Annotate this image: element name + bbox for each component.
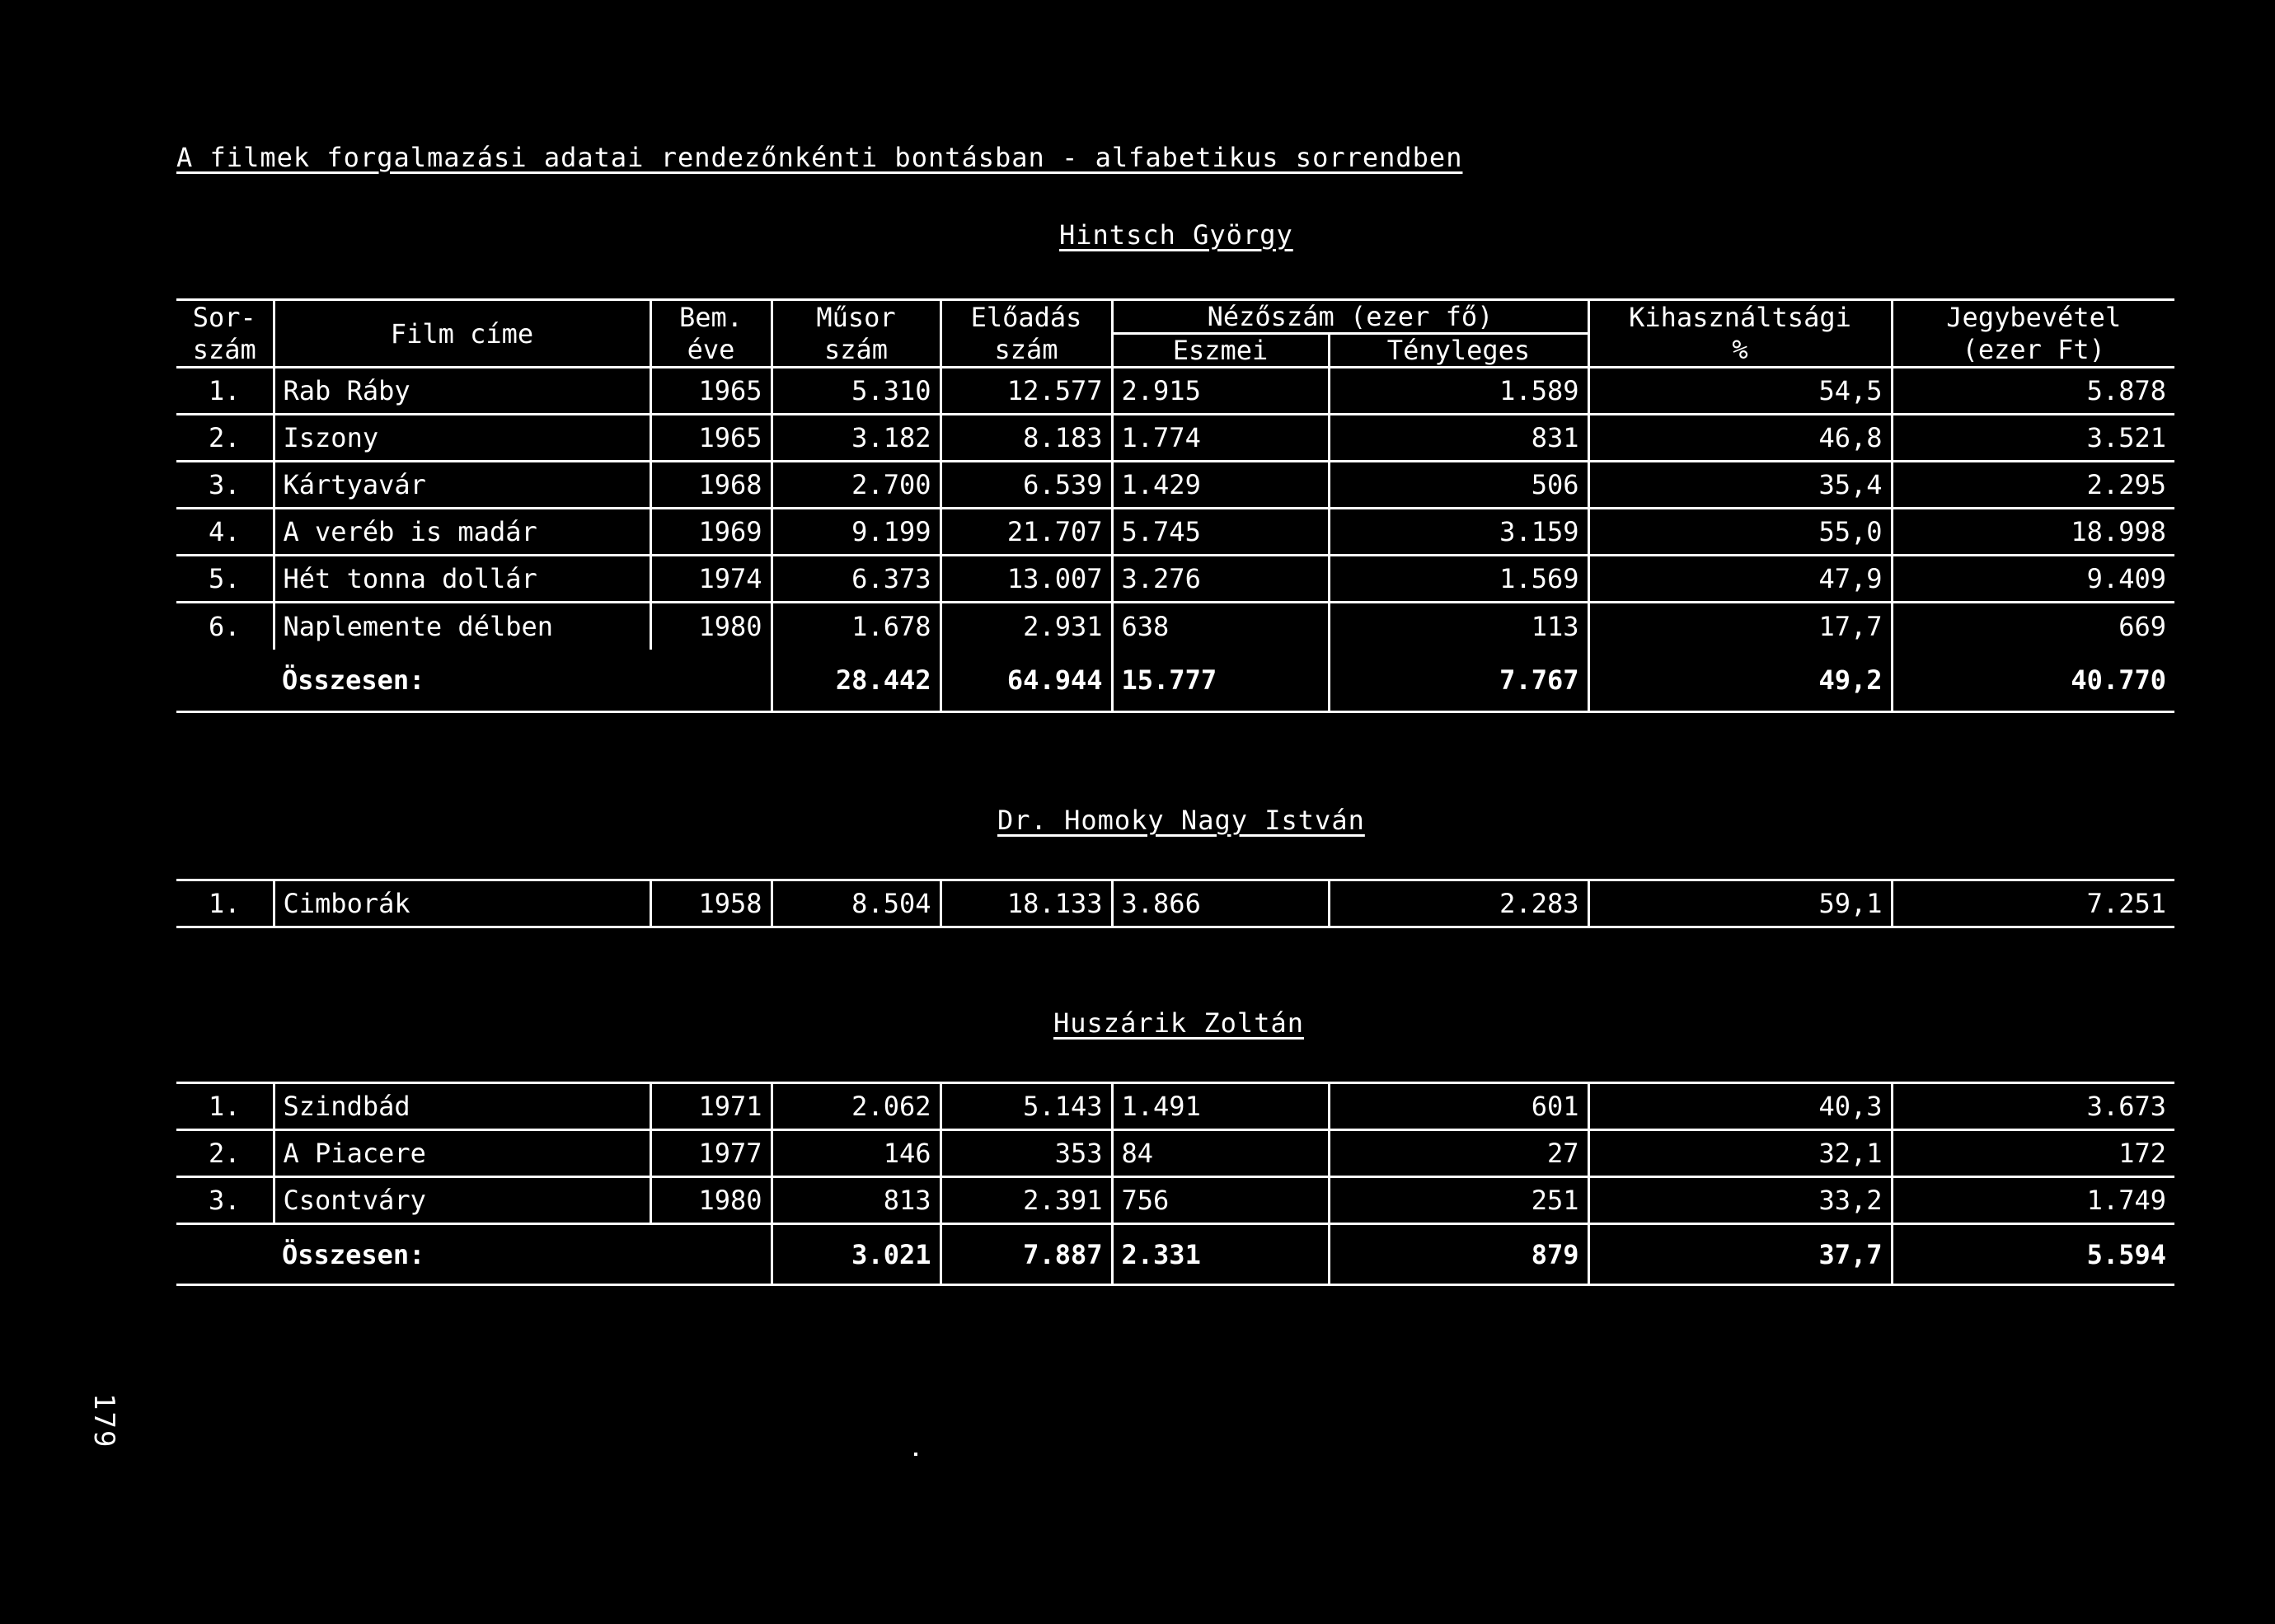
table-cell: 8.183	[940, 415, 1112, 462]
film-title-cell: Csontváry	[274, 1177, 650, 1224]
table-cell: 17,7	[1588, 603, 1892, 650]
film-title-cell: Cimborák	[274, 880, 650, 927]
total-cell: 15.777	[1112, 650, 1329, 712]
table-row	[176, 415, 2174, 462]
total-cell: 28.442	[772, 650, 940, 712]
table-cell: 3.866	[1112, 880, 1329, 927]
table-cell: 1968	[650, 462, 772, 509]
table-cell: 84	[1112, 1130, 1329, 1177]
data-table-homoky	[176, 879, 2174, 928]
table-cell: 1.	[176, 368, 274, 415]
total-cell: 3.021	[772, 1224, 940, 1285]
table-cell: 1.429	[1112, 462, 1329, 509]
table-cell: 2.	[176, 415, 274, 462]
header-musor-2: szám	[772, 334, 940, 368]
total-label: Összesen:	[274, 650, 772, 712]
table-row	[176, 880, 2174, 927]
table-cell: 1969	[650, 509, 772, 556]
page-number: 179	[87, 1393, 120, 1449]
table-cell: 2.295	[1892, 462, 2174, 509]
table-row	[176, 1083, 2174, 1130]
header-tenyleges: Tényleges	[1329, 334, 1588, 368]
scan-dot	[914, 1453, 917, 1456]
table-cell: 1977	[650, 1130, 772, 1177]
table-cell: 353	[940, 1130, 1112, 1177]
total-row	[176, 650, 2174, 712]
table-cell: 40,3	[1588, 1083, 1892, 1130]
total-cell: 879	[1329, 1224, 1588, 1285]
table-cell: 9.409	[1892, 556, 2174, 603]
table-cell: 1974	[650, 556, 772, 603]
table-cell: 1.491	[1112, 1083, 1329, 1130]
film-title-cell: Rab Ráby	[274, 368, 650, 415]
table-cell: 1965	[650, 415, 772, 462]
table-cell: 831	[1329, 415, 1588, 462]
table-cell: 2.	[176, 1130, 274, 1177]
table-cell: 46,8	[1588, 415, 1892, 462]
table-cell: 1.678	[772, 603, 940, 650]
table-cell: 5.878	[1892, 368, 2174, 415]
header-eszmei: Eszmei	[1112, 334, 1329, 368]
table-row	[176, 1177, 2174, 1224]
table-cell: 3.276	[1112, 556, 1329, 603]
table-cell: 756	[1112, 1177, 1329, 1224]
header-bem-2: éve	[650, 334, 772, 368]
total-cell: 2.331	[1112, 1224, 1329, 1285]
header-sorszam-1: Sor-	[176, 300, 274, 334]
table-cell: 1.749	[1892, 1177, 2174, 1224]
header-jegybevetel-2: (ezer Ft)	[1892, 334, 2174, 368]
table-cell: 3.182	[772, 415, 940, 462]
table-cell: 1.589	[1329, 368, 1588, 415]
header-eloadas-1: Előadás	[940, 300, 1112, 334]
table-cell: 7.251	[1892, 880, 2174, 927]
table-cell: 113	[1329, 603, 1588, 650]
film-title-cell: A veréb is madár	[274, 509, 650, 556]
director-heading: Dr. Homoky Nagy István	[997, 805, 1365, 836]
header-nezoszam: Nézőszám (ezer fő)	[1112, 300, 1588, 334]
table-cell: 2.931	[940, 603, 1112, 650]
table-cell: 146	[772, 1130, 940, 1177]
total-label: Összesen:	[274, 1224, 772, 1285]
table-cell: 1.774	[1112, 415, 1329, 462]
table-cell: 2.391	[940, 1177, 1112, 1224]
total-cell: 5.594	[1892, 1224, 2174, 1285]
table-cell: 6.	[176, 603, 274, 650]
table-cell: 6.373	[772, 556, 940, 603]
table-cell: 1980	[650, 1177, 772, 1224]
table-cell: 3.	[176, 1177, 274, 1224]
total-cell: 7.767	[1329, 650, 1588, 712]
total-cell: 49,2	[1588, 650, 1892, 712]
director-heading: Hintsch György	[1059, 219, 1293, 251]
header-kihasznaltsagi-2: %	[1588, 334, 1892, 368]
table-row	[176, 368, 2174, 415]
header-musor-1: Műsor	[772, 300, 940, 334]
table-row	[176, 603, 2174, 650]
film-title-cell: Naplemente délben	[274, 603, 650, 650]
table-cell: 638	[1112, 603, 1329, 650]
table-cell: 21.707	[940, 509, 1112, 556]
data-table-huszarik	[176, 1082, 2174, 1286]
table-row	[176, 509, 2174, 556]
film-title-cell: A Piacere	[274, 1130, 650, 1177]
table-cell: 506	[1329, 462, 1588, 509]
table-cell: 18.998	[1892, 509, 2174, 556]
header-film-cime: Film címe	[274, 300, 650, 368]
table-cell: 1958	[650, 880, 772, 927]
table-cell: 3.673	[1892, 1083, 2174, 1130]
total-cell: 37,7	[1588, 1224, 1892, 1285]
film-title-cell: Kártyavár	[274, 462, 650, 509]
table-cell: 5.143	[940, 1083, 1112, 1130]
table-cell: 33,2	[1588, 1177, 1892, 1224]
table-cell: 4.	[176, 509, 274, 556]
table-cell: 12.577	[940, 368, 1112, 415]
table-cell: 5.	[176, 556, 274, 603]
total-cell: 40.770	[1892, 650, 2174, 712]
table-cell: 251	[1329, 1177, 1588, 1224]
table-cell: 59,1	[1588, 880, 1892, 927]
table-cell: 55,0	[1588, 509, 1892, 556]
table-cell: 5.310	[772, 368, 940, 415]
header-jegybevetel-1: Jegybevétel	[1892, 300, 2174, 334]
total-cell: 7.887	[940, 1224, 1112, 1285]
table-cell: 601	[1329, 1083, 1588, 1130]
film-title-cell: Szindbád	[274, 1083, 650, 1130]
table-cell: 1.	[176, 1083, 274, 1130]
table-cell: 35,4	[1588, 462, 1892, 509]
header-sorszam-2: szám	[176, 334, 274, 368]
header-eloadas-2: szám	[940, 334, 1112, 368]
table-cell: 2.062	[772, 1083, 940, 1130]
table-cell: 54,5	[1588, 368, 1892, 415]
table-cell: 18.133	[940, 880, 1112, 927]
film-title-cell: Hét tonna dollár	[274, 556, 650, 603]
table-cell: 3.159	[1329, 509, 1588, 556]
film-title-cell: Iszony	[274, 415, 650, 462]
table-cell: 2.915	[1112, 368, 1329, 415]
table-cell: 5.745	[1112, 509, 1329, 556]
table-row	[176, 1130, 2174, 1177]
table-cell: 1971	[650, 1083, 772, 1130]
table-cell: 3.521	[1892, 415, 2174, 462]
table-cell: 9.199	[772, 509, 940, 556]
table-cell: 172	[1892, 1130, 2174, 1177]
table-row	[176, 556, 2174, 603]
table-cell: 6.539	[940, 462, 1112, 509]
table-cell: 13.007	[940, 556, 1112, 603]
header-kihasznaltsagi-1: Kihasználtsági	[1588, 300, 1892, 334]
table-cell: 1965	[650, 368, 772, 415]
table-cell: 32,1	[1588, 1130, 1892, 1177]
header-bem-1: Bem.	[650, 300, 772, 334]
table-cell: 1980	[650, 603, 772, 650]
table-cell: 2.700	[772, 462, 940, 509]
table-cell: 669	[1892, 603, 2174, 650]
table-cell: 1.	[176, 880, 274, 927]
table-cell: 2.283	[1329, 880, 1588, 927]
table-cell: 47,9	[1588, 556, 1892, 603]
total-cell: 64.944	[940, 650, 1112, 712]
table-cell: 27	[1329, 1130, 1588, 1177]
table-cell: 3.	[176, 462, 274, 509]
data-table-hintsch	[176, 298, 2174, 713]
table-cell: 1.569	[1329, 556, 1588, 603]
table-row	[176, 462, 2174, 509]
table-cell: 8.504	[772, 880, 940, 927]
page-title: A filmek forgalmazási adatai rendezőnkénti bontásban - alfabetikus sorrendben	[176, 142, 1463, 173]
director-heading: Huszárik Zoltán	[1053, 1007, 1304, 1039]
total-row	[176, 1224, 2174, 1285]
table-cell: 813	[772, 1177, 940, 1224]
